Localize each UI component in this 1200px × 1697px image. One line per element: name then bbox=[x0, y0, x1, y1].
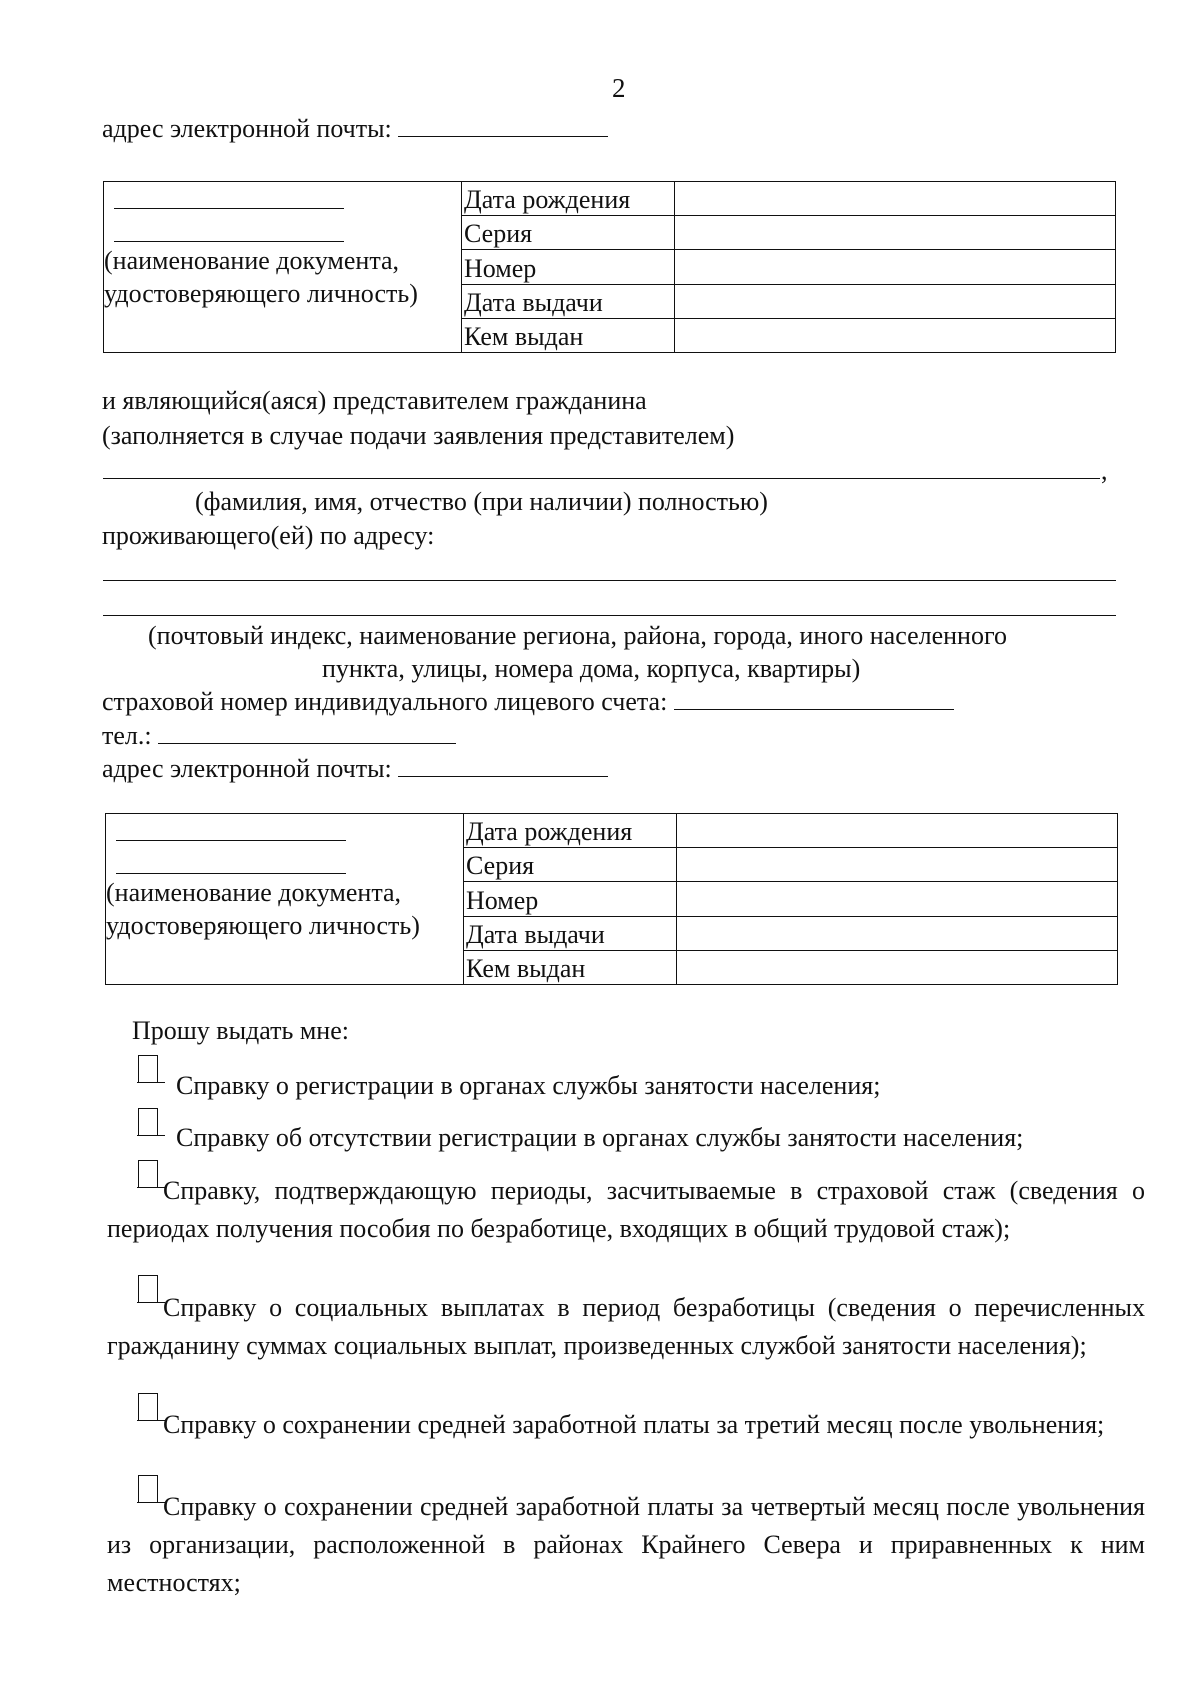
document-name-line bbox=[114, 241, 344, 242]
row-label-issued-by: Кем выдан bbox=[462, 318, 675, 352]
email-label: адрес электронной почты: bbox=[102, 754, 392, 783]
email-blank[interactable] bbox=[398, 754, 608, 777]
id-document-table-2 bbox=[105, 813, 1118, 985]
row-label-birthdate: Дата рождения bbox=[464, 814, 677, 848]
series-field[interactable] bbox=[675, 216, 1116, 250]
issue-date-field[interactable] bbox=[677, 916, 1118, 950]
row-label-issue-date: Дата выдачи bbox=[462, 284, 675, 318]
fio-line[interactable] bbox=[103, 478, 1100, 479]
request-item-6 bbox=[107, 1488, 1145, 1602]
document-caption: (наименование документа, bbox=[106, 878, 402, 907]
request-item-4-text: Справку о социальных выплатах в период безработицы (сведения о перечисленных гражданину суммах социальных выплат, произведенных службой занятости населения); bbox=[107, 1293, 1145, 1360]
row-label-number: Номер bbox=[462, 250, 675, 284]
phone-field[interactable] bbox=[102, 720, 456, 751]
email-field-2[interactable] bbox=[102, 753, 608, 784]
birthdate-field[interactable] bbox=[675, 182, 1116, 216]
row-label-issued-by: Кем выдан bbox=[464, 950, 677, 984]
request-item-5 bbox=[107, 1406, 1145, 1444]
address-label: проживающего(ей) по адресу: bbox=[102, 521, 435, 550]
representative-line-1: и являющийся(аяся) представителем гражданина bbox=[102, 386, 647, 415]
request-item-3 bbox=[107, 1172, 1145, 1248]
document-caption: (наименование документа, bbox=[104, 246, 400, 275]
issued-by-field[interactable] bbox=[675, 318, 1116, 352]
email-field-1[interactable] bbox=[102, 113, 608, 144]
phone-blank[interactable] bbox=[158, 721, 456, 744]
request-item-6-text: Справку о сохранении средней заработной платы за четвертый месяц после увольнения из организации, расположенной в районах Крайнего Севера и приравненных к ним местностях; bbox=[107, 1492, 1145, 1597]
request-item-5-text: Справку о сохранении средней заработной платы за третий месяц после увольнения; bbox=[163, 1410, 1105, 1439]
document-name-line bbox=[116, 840, 346, 841]
number-field[interactable] bbox=[677, 882, 1118, 916]
request-item-1: Справку о регистрации в органах службы занятости населения; bbox=[176, 1071, 881, 1100]
row-label-birthdate: Дата рождения bbox=[462, 182, 675, 216]
document-name-cell[interactable] bbox=[104, 182, 462, 353]
document-caption: удостоверяющего личность) bbox=[106, 911, 420, 940]
snils-field[interactable] bbox=[102, 686, 954, 717]
request-item-2: Справку об отсутствии регистрации в органах службы занятости населения; bbox=[176, 1123, 1024, 1152]
snils-label: страховой номер индивидуального лицевого счета: bbox=[102, 687, 668, 716]
issue-date-field[interactable] bbox=[675, 284, 1116, 318]
address-caption-2: пункта, улицы, номера дома, корпуса, квартиры) bbox=[322, 654, 861, 683]
address-line-2[interactable] bbox=[103, 615, 1116, 616]
id-document-table-1 bbox=[103, 181, 1116, 353]
checkbox-item-2[interactable] bbox=[138, 1108, 158, 1136]
document-name-line bbox=[114, 208, 344, 209]
issued-by-field[interactable] bbox=[677, 950, 1118, 984]
fio-comma: , bbox=[1101, 456, 1108, 485]
fio-caption: (фамилия, имя, отчество (при наличии) полностью) bbox=[195, 487, 768, 516]
row-label-number: Номер bbox=[464, 882, 677, 916]
address-line-1[interactable] bbox=[103, 580, 1116, 581]
row-label-series: Серия bbox=[462, 216, 675, 250]
row-label-series: Серия bbox=[464, 848, 677, 882]
document-name-cell[interactable] bbox=[106, 814, 464, 985]
checkbox-item-1[interactable] bbox=[138, 1055, 158, 1083]
snils-blank[interactable] bbox=[674, 687, 954, 710]
request-heading: Прошу выдать мне: bbox=[132, 1016, 349, 1045]
representative-line-2: (заполняется в случае подачи заявления представителем) bbox=[102, 421, 735, 450]
address-caption-1: (почтовый индекс, наименование региона, района, города, иного населенного bbox=[148, 621, 1007, 650]
page-number: 2 bbox=[612, 73, 626, 103]
email-label: адрес электронной почты: bbox=[102, 114, 392, 143]
row-label-issue-date: Дата выдачи bbox=[464, 916, 677, 950]
email-blank[interactable] bbox=[398, 114, 608, 137]
birthdate-field[interactable] bbox=[677, 814, 1118, 848]
document-caption: удостоверяющего личность) bbox=[104, 279, 418, 308]
phone-label: тел.: bbox=[102, 721, 152, 750]
series-field[interactable] bbox=[677, 848, 1118, 882]
request-item-3-text: Справку, подтверждающую периоды, засчитываемые в страховой стаж (сведения о периодах получения пособия по безработице, входящих в общий трудовой стаж); bbox=[107, 1176, 1145, 1243]
number-field[interactable] bbox=[675, 250, 1116, 284]
document-name-line bbox=[116, 873, 346, 874]
request-item-4 bbox=[107, 1289, 1145, 1365]
